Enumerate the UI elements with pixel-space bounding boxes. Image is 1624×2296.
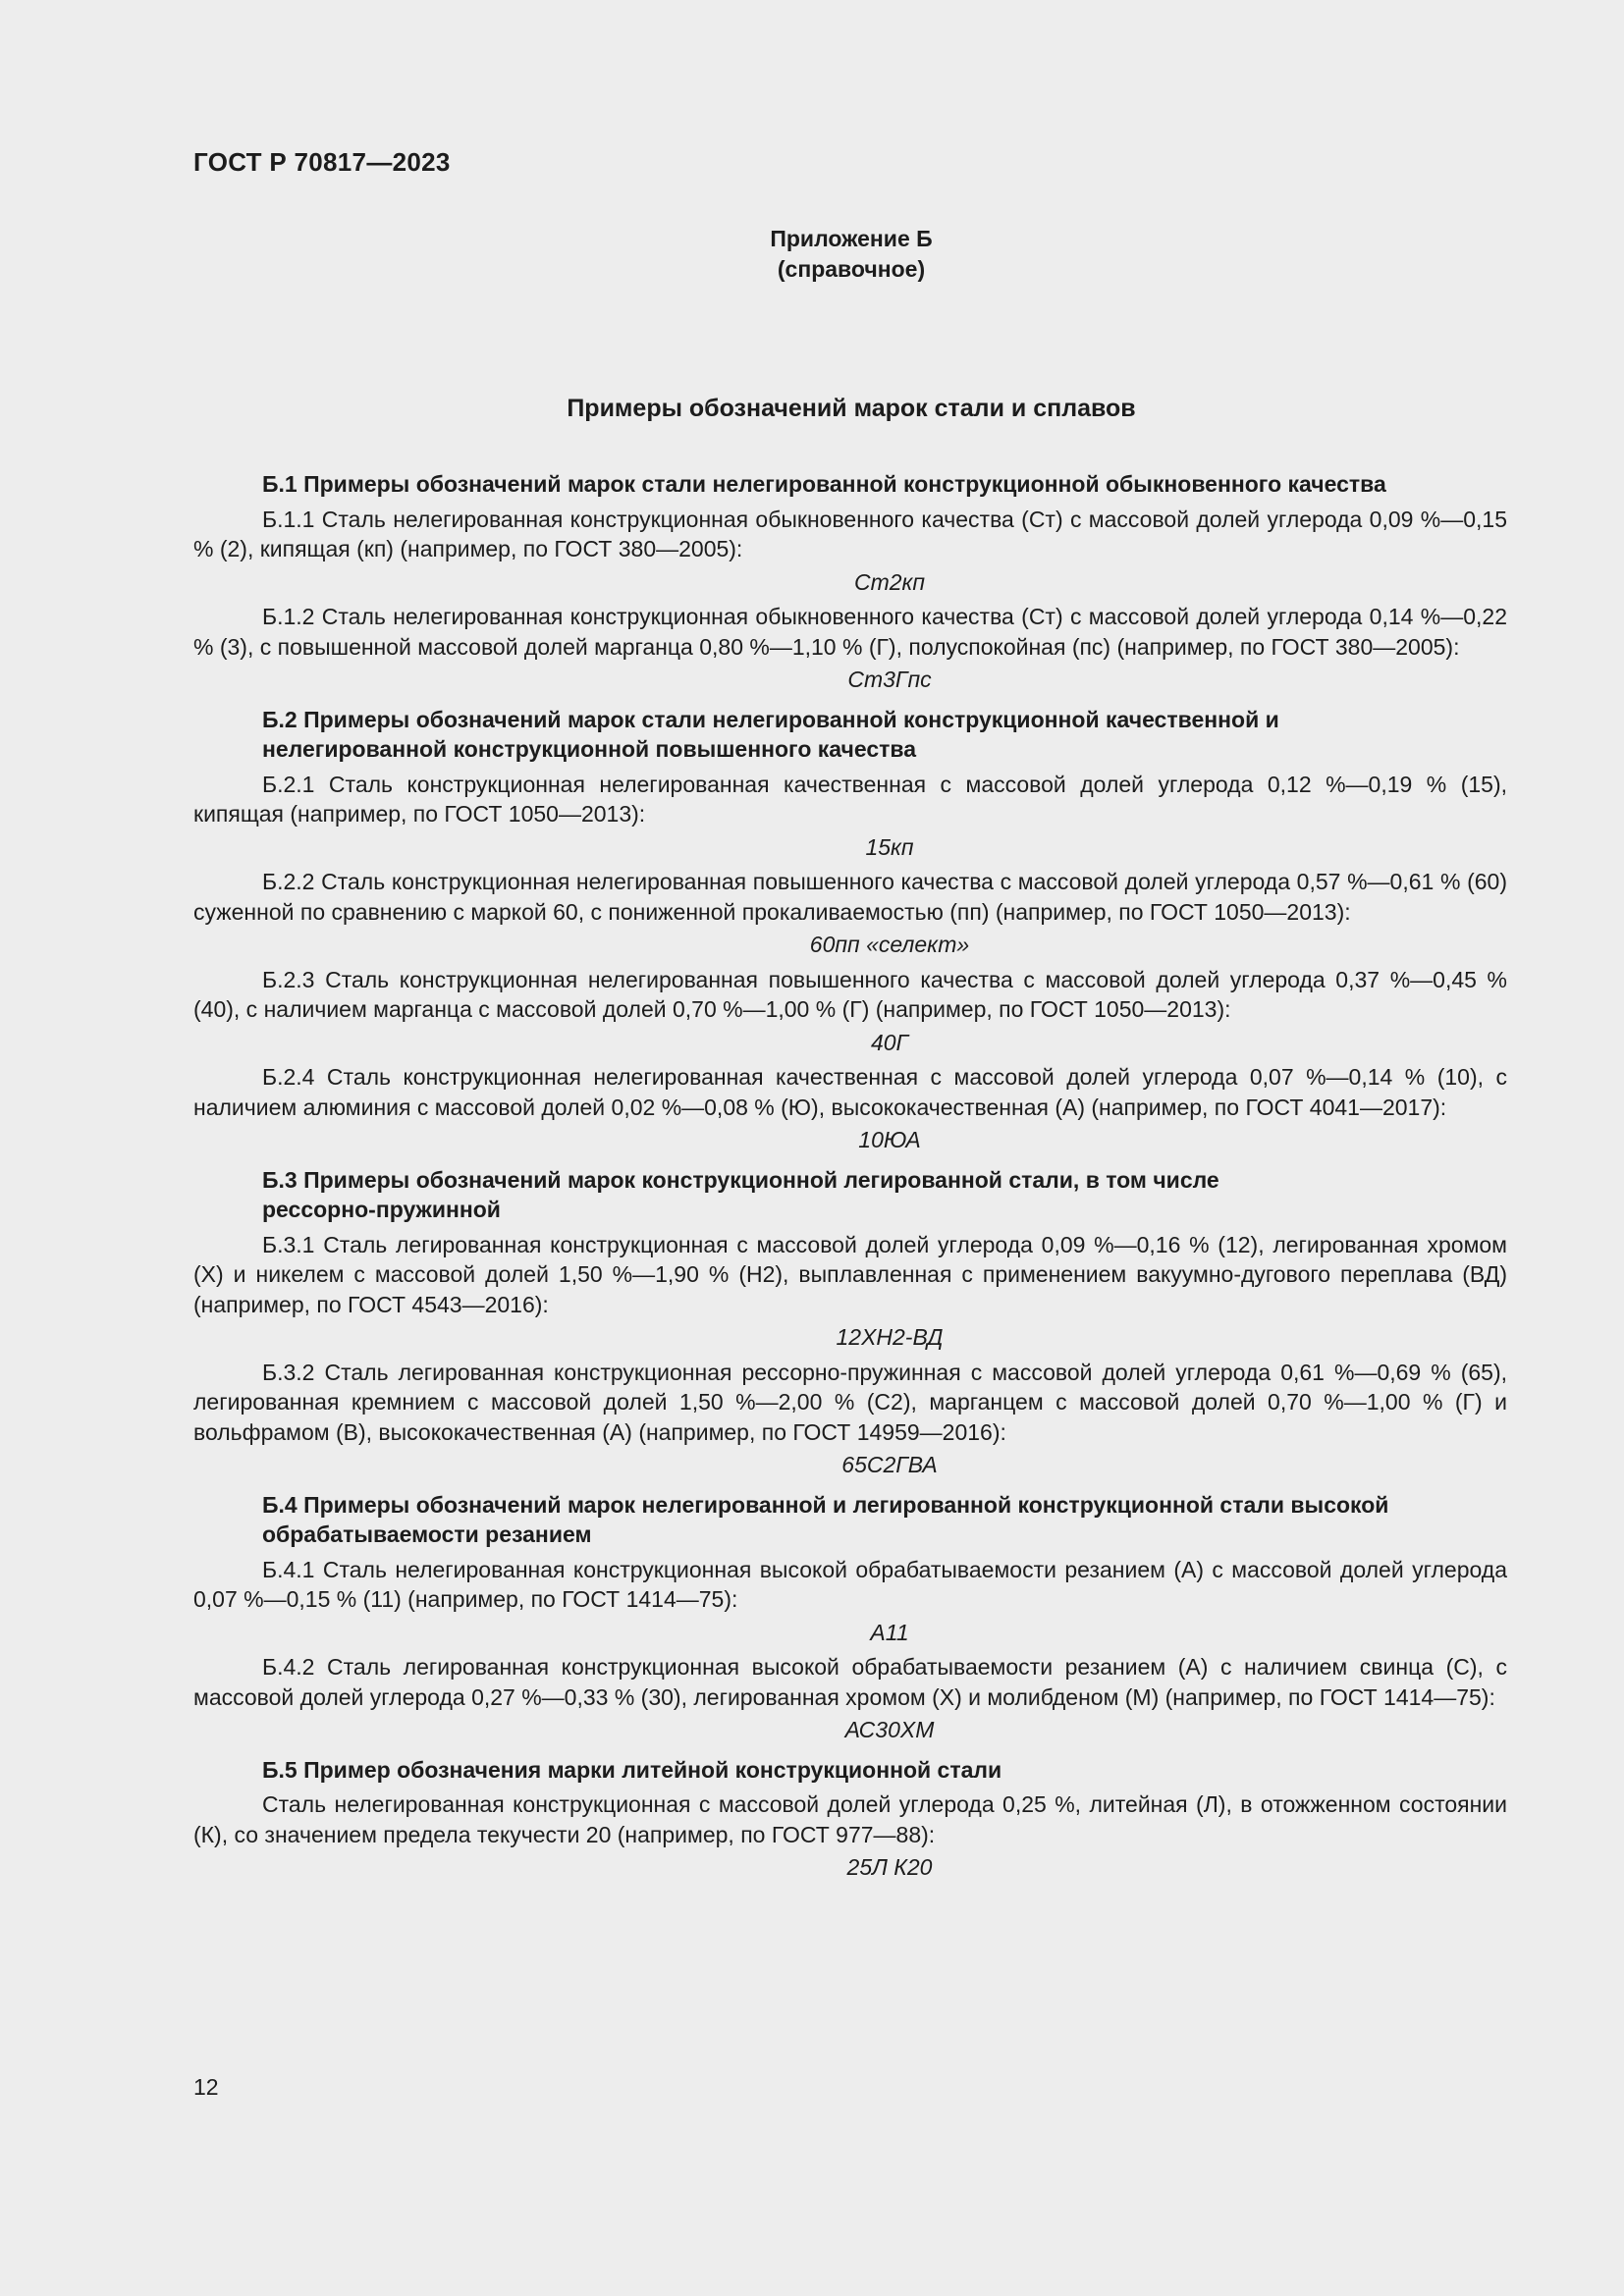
paragraph: Б.4.2 Сталь легированная конструкционная высокой обрабатываемости резанием (А) с наличием свинца (С), с массовой долей углерода 0,27 %—0,33 % (30), легированная хромом (Х) и молибденом (М) (например, по ГОСТ 1414—75): (193, 1654, 1507, 1710)
grade-example: Ст2кп (853, 568, 926, 595)
section-title: Б.1 Примеры обозначений марок стали нелегированной конструкционной обыкновенного качества (262, 471, 1386, 497)
appendix-note: (справочное) (777, 256, 926, 282)
section-title: Б.4 Примеры обозначений марок нелегированной и легированной конструкционной стали высокой обрабатываемости резанием (262, 1491, 1389, 1547)
paragraph: Б.1.2 Сталь нелегированная конструкционная обыкновенного качества (Ст) с массовой долей углерода 0,14 %—0,22 % (3), с повышенной массовой долей марганца 0,80 %—1,10 % (Г), полуспокойная (пс) (например, по ГОСТ 380—2005): (193, 604, 1507, 660)
paragraph: Сталь нелегированная конструкционная с массовой долей углерода 0,25 %, литейная (Л), в отожженном состоянии (К), со значением предела текучести 20 (например, по ГОСТ 977—88): (193, 1791, 1507, 1847)
grade-example: 12ХН2-ВД (836, 1324, 944, 1350)
paragraph: Б.2.3 Сталь конструкционная нелегированная повышенного качества с массовой долей углерода 0,37 %—0,45 % (40), с наличием марганца с массовой долей 0,70 %—1,00 % (Г) (например, по ГОСТ 1050—2013): (193, 966, 1507, 1022)
paragraph: Б.1.1 Сталь нелегированная конструкционная обыкновенного качества (Ст) с массовой долей углерода 0,09 %—0,15 % (2), кипящая (кп) (например, по ГОСТ 380—2005): (193, 506, 1507, 561)
paragraph: Б.3.1 Сталь легированная конструкционная с массовой долей углерода 0,09 %—0,16 % (12), легированная хромом (Х) и никелем с массовой долей 1,50 %—1,90 % (Н2), выплавленная с применением вакуумно-дугового переплава (ВД) (например, по ГОСТ 4543—2016): (193, 1231, 1507, 1317)
section-title: Б.5 Пример обозначения марки литейной конструкционной стали (262, 1756, 1002, 1783)
grade-example: 25Л К20 (846, 1854, 933, 1880)
paragraph: Б.3.2 Сталь легированная конструкционная рессорно-пружинная с массовой долей углерода 0,61 %—0,69 % (65), легированная кремнием с массовой долей 1,50 %—2,00 % (С2), марганцем с массовой долей 0,70 %—1,00 % (Г) и вольфрамом (В), высококачественная (А) (например, по ГОСТ 14959—2016): (193, 1359, 1507, 1445)
grade-example: 10ЮА (858, 1127, 921, 1152)
grade-example: АС30ХМ (844, 1717, 935, 1742)
grade-example: 40Г (870, 1029, 909, 1055)
page-title: Примеры обозначений марок стали и сплавов (567, 395, 1136, 422)
appendix-label: Приложение Б (770, 226, 933, 251)
grade-example: Ст3Гпс (847, 667, 932, 692)
grade-example: 60пп «селект» (809, 932, 970, 957)
paragraph: Б.2.2 Сталь конструкционная нелегированная повышенного качества с массовой долей углерода 0,57 %—0,61 % (60) суженной по сравнению с маркой 60, с пониженной прокаливаемостью (пп) (например, по ГОСТ 1050—2013): (193, 869, 1507, 925)
grade-example: А11 (870, 1619, 909, 1645)
section-title: Б.3 Примеры обозначений марок конструкционной легированной стали, в том числе рессорно-пружинной (262, 1166, 1219, 1222)
paragraph: Б.4.1 Сталь нелегированная конструкционная высокой обрабатываемости резанием (А) с массовой долей углерода 0,07 %—0,15 % (11) (например, по ГОСТ 1414—75): (193, 1556, 1507, 1612)
section-title: Б.2 Примеры обозначений марок стали нелегированной конструкционной качественной и нелегированной конструкционной повышенного качества (262, 706, 1279, 762)
grade-example: 15кп (865, 833, 914, 860)
grade-example: 65С2ГВА (841, 1452, 938, 1477)
page-number: 12 (193, 2074, 219, 2100)
appendix-heading (0, 224, 1624, 285)
paragraph: Б.2.1 Сталь конструкционная нелегированная качественная с массовой долей углерода 0,12 %—0,19 % (15), кипящая (например, по ГОСТ 1050—2013): (193, 771, 1507, 827)
paragraph: Б.2.4 Сталь конструкционная нелегированная качественная с массовой долей углерода 0,07 %—0,14 % (10), с наличием алюминия с массовой долей 0,02 %—0,08 % (Ю), высококачественная (А) (например, по ГОСТ 4041—2017): (193, 1064, 1507, 1120)
document-body (193, 469, 1507, 1888)
document-header: ГОСТ Р 70817—2023 (193, 147, 451, 177)
